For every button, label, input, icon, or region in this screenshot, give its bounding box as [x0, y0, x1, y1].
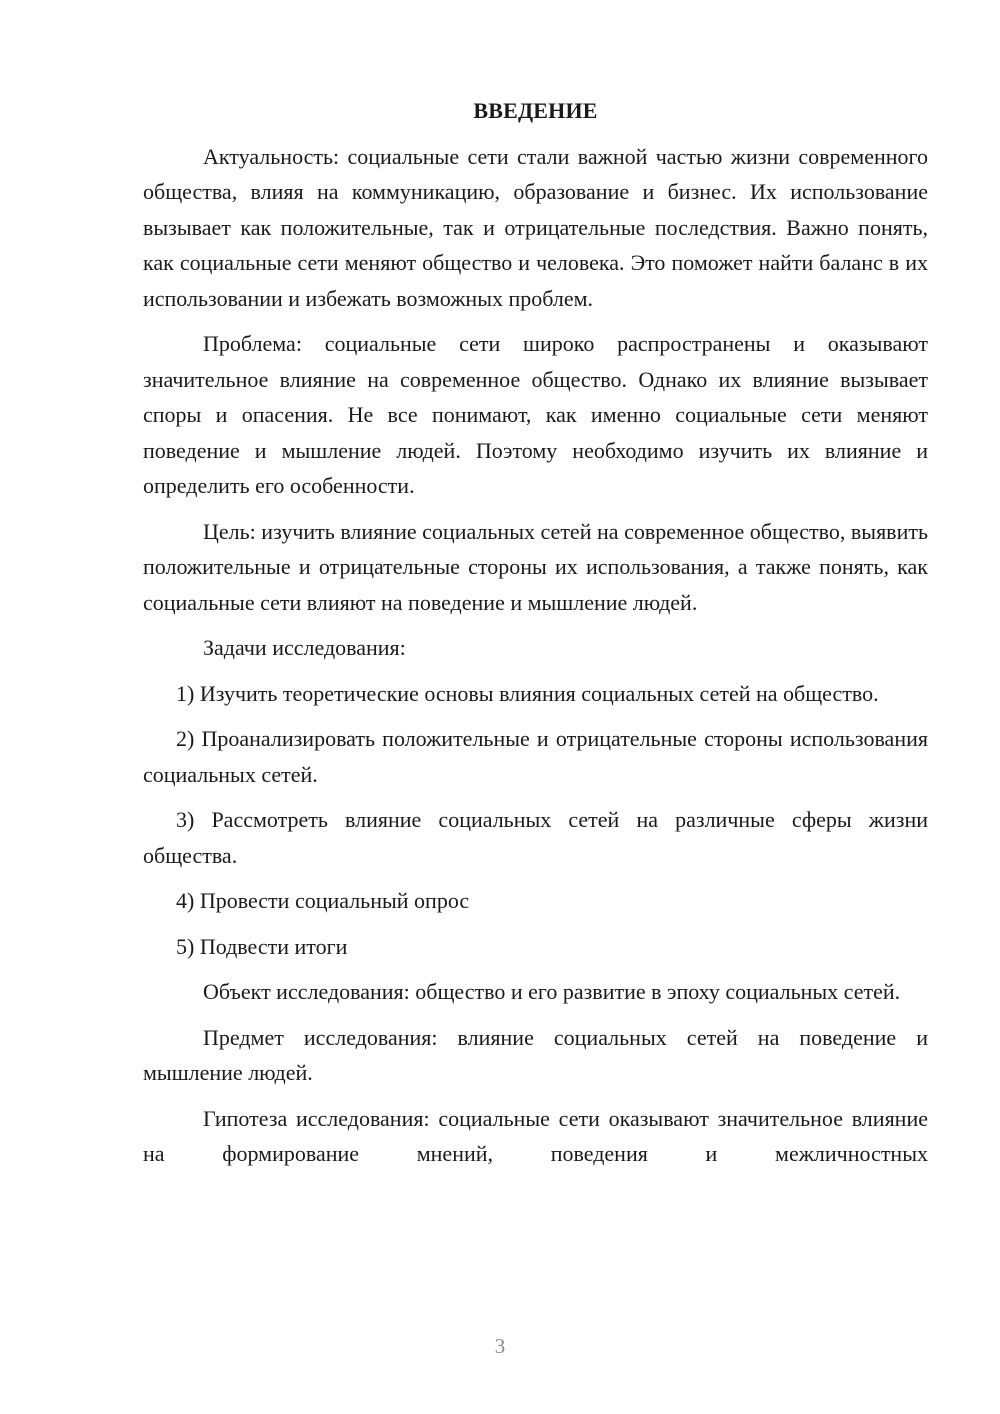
tasks-title: Задачи исследования:	[203, 635, 406, 660]
task-item-1: 1) Изучить теоретические основы влияния социальных сетей на общество.	[176, 680, 879, 706]
task-item-5: 5) Подвести итоги	[176, 933, 348, 959]
relevance-paragraph: Актуальность: социальные сети стали важной частью жизни современного общества, влияя на коммуникацию, образование и бизнес. Их использование вызывает как положительные, так и отрицательные последствия. Важно понять, как социальные сети меняют общество и человека. Это поможет найти баланс в их использовании и избежать возможных проблем.	[143, 143, 928, 311]
task-item-2: 2) Проанализировать положительные и отрицательные стороны использования социальных сетей.	[143, 726, 928, 787]
task-item-4: 4) Провести социальный опрос	[176, 888, 470, 913]
object-paragraph: Объект исследования: общество и его развитие в эпоху социальных сетей.	[203, 979, 901, 1004]
hypothesis-paragraph: Гипотеза исследования: социальные сети оказывают значительное влияние на формирование мнений, поведения и межличностных	[143, 1105, 928, 1166]
section-heading: ВВЕДЕНИЕ	[473, 98, 598, 123]
goal-paragraph: Цель: изучить влияние социальных сетей на современное общество, выявить положительные и отрицательные стороны их использования, а также понять, как социальные сети влияют на поведение и мышление людей.	[143, 518, 928, 615]
problem-paragraph: Проблема: социальные сети широко распространены и оказывают значительное влияние на современное общество. Однако их влияние вызывает споры и опасения. Не все понимают, как именно социальные сети меняют поведение и мышление людей. Поэтому необходимо изучить их влияние и определить его особенности.	[143, 331, 928, 498]
task-item-3: 3) Рассмотреть влияние социальных сетей на различные сферы жизни общества.	[143, 807, 928, 868]
page-number: 3	[494, 1334, 506, 1358]
subject-paragraph: Предмет исследования: влияние социальных сетей на поведение и мышление людей.	[143, 1024, 928, 1085]
document-page	[143, 93, 928, 1182]
